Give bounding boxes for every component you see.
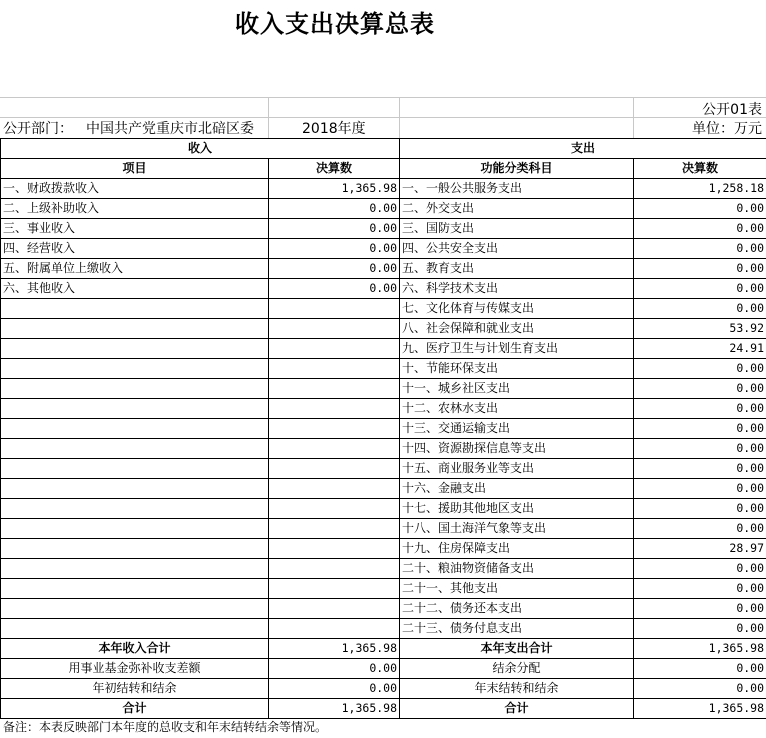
expense-item: 十四、资源勘探信息等支出 bbox=[400, 439, 634, 459]
expense-amount: 0.00 bbox=[634, 299, 766, 319]
expense-amount: 53.92 bbox=[634, 319, 766, 339]
expense-amount: 0.00 bbox=[634, 619, 766, 639]
summary-income-amount: 1,365.98 bbox=[269, 639, 400, 659]
expense-item: 十六、金融支出 bbox=[400, 479, 634, 499]
grid-line bbox=[633, 97, 634, 138]
expense-item: 九、医疗卫生与计划生育支出 bbox=[400, 339, 634, 359]
summary-income-item: 合计 bbox=[1, 699, 269, 719]
section-header-row bbox=[1, 139, 766, 159]
table-row bbox=[1, 539, 766, 559]
income-item: 二、上级补助收入 bbox=[1, 199, 269, 219]
table-row bbox=[1, 299, 766, 319]
income-amount: 0.00 bbox=[269, 219, 400, 239]
summary-row bbox=[1, 639, 766, 659]
expense-item: 十二、农林水支出 bbox=[400, 399, 634, 419]
income-item bbox=[1, 559, 269, 579]
income-item bbox=[1, 459, 269, 479]
table-row bbox=[1, 599, 766, 619]
expense-amount: 0.00 bbox=[634, 559, 766, 579]
expense-item: 五、教育支出 bbox=[400, 259, 634, 279]
expense-item: 十八、国土海洋气象等支出 bbox=[400, 519, 634, 539]
summary-expense-item: 合计 bbox=[400, 699, 634, 719]
expense-amount: 0.00 bbox=[634, 279, 766, 299]
expense-item: 十、节能环保支出 bbox=[400, 359, 634, 379]
table-row bbox=[1, 619, 766, 639]
income-amount bbox=[269, 599, 400, 619]
income-amount bbox=[269, 399, 400, 419]
summary-expense-amount: 1,365.98 bbox=[634, 639, 766, 659]
income-item bbox=[1, 339, 269, 359]
summary-income-amount: 0.00 bbox=[269, 659, 400, 679]
summary-row bbox=[1, 659, 766, 679]
department-name: 中国共产党重庆市北碚区委 bbox=[86, 121, 254, 137]
summary-expense-item: 结余分配 bbox=[400, 659, 634, 679]
grid-line bbox=[0, 97, 766, 98]
table-row bbox=[1, 239, 766, 259]
table-row bbox=[1, 399, 766, 419]
expense-item: 十一、城乡社区支出 bbox=[400, 379, 634, 399]
expense-amount: 0.00 bbox=[634, 419, 766, 439]
amount-header: 决算数 bbox=[269, 159, 400, 179]
expense-amount: 0.00 bbox=[634, 259, 766, 279]
income-item: 四、经营收入 bbox=[1, 239, 269, 259]
table-row bbox=[1, 419, 766, 439]
income-item bbox=[1, 599, 269, 619]
item-header: 项目 bbox=[1, 159, 269, 179]
table-row bbox=[1, 319, 766, 339]
income-item bbox=[1, 619, 269, 639]
form-code: 公开01表 bbox=[702, 102, 762, 118]
income-item bbox=[1, 319, 269, 339]
table-row bbox=[1, 499, 766, 519]
income-amount bbox=[269, 619, 400, 639]
income-amount bbox=[269, 379, 400, 399]
expense-amount: 0.00 bbox=[634, 239, 766, 259]
summary-income-item: 本年收入合计 bbox=[1, 639, 269, 659]
income-amount bbox=[269, 499, 400, 519]
income-item bbox=[1, 579, 269, 599]
income-amount: 0.00 bbox=[269, 239, 400, 259]
expense-amount: 0.00 bbox=[634, 599, 766, 619]
summary-expense-item: 年末结转和结余 bbox=[400, 679, 634, 699]
summary-row bbox=[1, 699, 766, 719]
expense-amount: 0.00 bbox=[634, 199, 766, 219]
expense-amount: 0.00 bbox=[634, 579, 766, 599]
income-amount: 0.00 bbox=[269, 279, 400, 299]
income-amount bbox=[269, 579, 400, 599]
expense-item: 二、外交支出 bbox=[400, 199, 634, 219]
expense-item: 二十二、债务还本支出 bbox=[400, 599, 634, 619]
income-item bbox=[1, 519, 269, 539]
table-row bbox=[1, 579, 766, 599]
income-amount: 1,365.98 bbox=[269, 179, 400, 199]
table-row bbox=[1, 339, 766, 359]
grid-line bbox=[399, 97, 400, 138]
page-title: 收入支出决算总表 bbox=[235, 10, 435, 38]
income-amount bbox=[269, 459, 400, 479]
income-amount bbox=[269, 539, 400, 559]
table-row bbox=[1, 359, 766, 379]
income-item bbox=[1, 419, 269, 439]
expense-amount: 0.00 bbox=[634, 219, 766, 239]
expense-item: 三、国防支出 bbox=[400, 219, 634, 239]
func-item-header: 功能分类科目 bbox=[400, 159, 634, 179]
expense-amount: 0.00 bbox=[634, 459, 766, 479]
expense-amount: 0.00 bbox=[634, 499, 766, 519]
expense-item: 四、公共安全支出 bbox=[400, 239, 634, 259]
expense-item: 十七、援助其他地区支出 bbox=[400, 499, 634, 519]
expense-amount: 0.00 bbox=[634, 519, 766, 539]
summary-income-amount: 0.00 bbox=[269, 679, 400, 699]
income-amount bbox=[269, 319, 400, 339]
income-item: 六、其他收入 bbox=[1, 279, 269, 299]
income-item bbox=[1, 499, 269, 519]
expense-section-header: 支出 bbox=[400, 139, 766, 159]
department-label: 公开部门： bbox=[3, 121, 73, 137]
summary-expense-amount: 1,365.98 bbox=[634, 699, 766, 719]
budget-table bbox=[0, 138, 766, 719]
income-amount bbox=[269, 519, 400, 539]
table-row bbox=[1, 199, 766, 219]
summary-expense-item: 本年支出合计 bbox=[400, 639, 634, 659]
table-row bbox=[1, 459, 766, 479]
income-item bbox=[1, 479, 269, 499]
table-row bbox=[1, 559, 766, 579]
income-amount bbox=[269, 339, 400, 359]
expense-item: 一、一般公共服务支出 bbox=[400, 179, 634, 199]
income-amount: 0.00 bbox=[269, 199, 400, 219]
column-header-row bbox=[1, 159, 766, 179]
income-item bbox=[1, 399, 269, 419]
summary-row bbox=[1, 679, 766, 699]
expense-amount: 1,258.18 bbox=[634, 179, 766, 199]
expense-item: 七、文化体育与传媒支出 bbox=[400, 299, 634, 319]
income-item bbox=[1, 379, 269, 399]
income-amount bbox=[269, 359, 400, 379]
expense-amount: 0.00 bbox=[634, 439, 766, 459]
expense-item: 十三、交通运输支出 bbox=[400, 419, 634, 439]
expense-item: 六、科学技术支出 bbox=[400, 279, 634, 299]
summary-expense-amount: 0.00 bbox=[634, 659, 766, 679]
income-item bbox=[1, 539, 269, 559]
report-year: 2018年度 bbox=[302, 121, 366, 137]
income-item bbox=[1, 439, 269, 459]
summary-expense-amount: 0.00 bbox=[634, 679, 766, 699]
expense-amount: 28.97 bbox=[634, 539, 766, 559]
expense-item: 十九、住房保障支出 bbox=[400, 539, 634, 559]
income-item: 一、财政拨款收入 bbox=[1, 179, 269, 199]
income-amount: 0.00 bbox=[269, 259, 400, 279]
footnote: 备注：本表反映部门本年度的总收支和年末结转结余等情况。 bbox=[3, 720, 328, 734]
summary-income-item: 用事业基金弥补收支差额 bbox=[1, 659, 269, 679]
amount-header: 决算数 bbox=[634, 159, 766, 179]
expense-amount: 24.91 bbox=[634, 339, 766, 359]
table-row bbox=[1, 379, 766, 399]
table-row bbox=[1, 519, 766, 539]
table-row bbox=[1, 179, 766, 199]
expense-item: 八、社会保障和就业支出 bbox=[400, 319, 634, 339]
summary-income-item: 年初结转和结余 bbox=[1, 679, 269, 699]
table-row bbox=[1, 439, 766, 459]
income-item bbox=[1, 299, 269, 319]
table-row bbox=[1, 279, 766, 299]
expense-item: 十五、商业服务业等支出 bbox=[400, 459, 634, 479]
expense-amount: 0.00 bbox=[634, 479, 766, 499]
expense-amount: 0.00 bbox=[634, 379, 766, 399]
income-amount bbox=[269, 559, 400, 579]
table-row bbox=[1, 259, 766, 279]
income-item: 五、附属单位上缴收入 bbox=[1, 259, 269, 279]
income-section-header: 收入 bbox=[1, 139, 400, 159]
income-amount bbox=[269, 419, 400, 439]
expense-item: 二十、粮油物资储备支出 bbox=[400, 559, 634, 579]
income-item bbox=[1, 359, 269, 379]
income-item: 三、事业收入 bbox=[1, 219, 269, 239]
expense-amount: 0.00 bbox=[634, 399, 766, 419]
expense-item: 二十一、其他支出 bbox=[400, 579, 634, 599]
income-amount bbox=[269, 479, 400, 499]
income-amount bbox=[269, 439, 400, 459]
expense-item: 二十三、债务付息支出 bbox=[400, 619, 634, 639]
summary-income-amount: 1,365.98 bbox=[269, 699, 400, 719]
unit-label: 单位：万元 bbox=[692, 121, 762, 137]
income-amount bbox=[269, 299, 400, 319]
table-row bbox=[1, 219, 766, 239]
expense-amount: 0.00 bbox=[634, 359, 766, 379]
table-row bbox=[1, 479, 766, 499]
